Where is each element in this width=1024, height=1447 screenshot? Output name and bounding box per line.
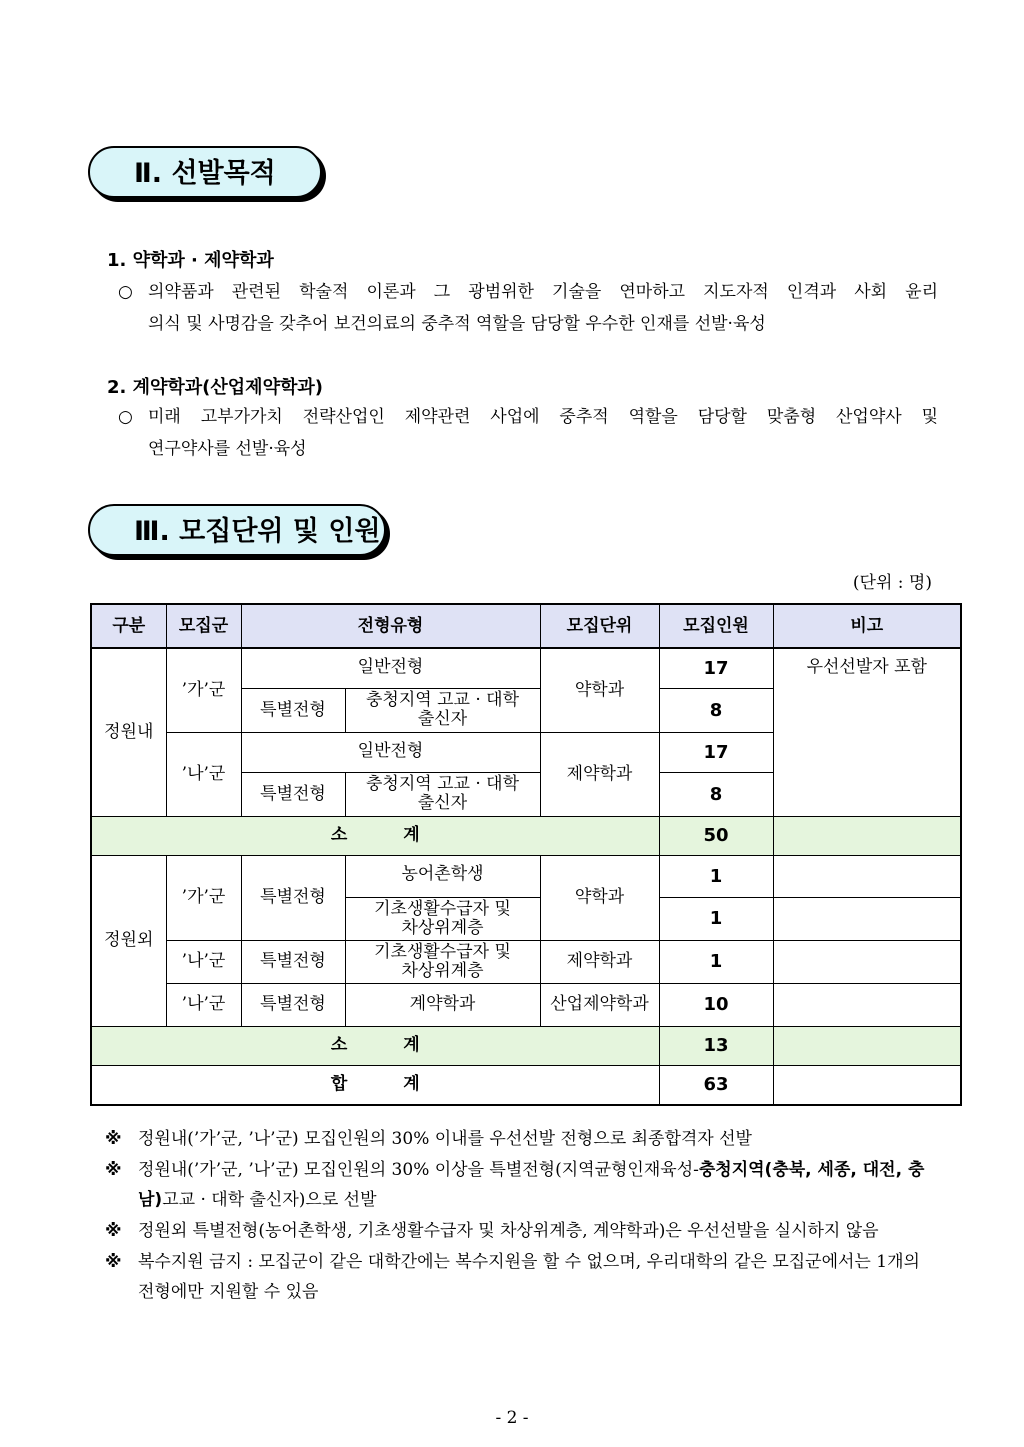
header-count: 모집인원 xyxy=(659,604,773,648)
out-quota-label: 정원외 xyxy=(91,855,166,1026)
admission-type-cell: 특별전형 xyxy=(241,983,345,1026)
group-cell: ’가’군 xyxy=(166,855,241,940)
total-label: 합계 xyxy=(91,1065,659,1105)
sub-type-cell xyxy=(345,940,540,983)
admission-type-cell: 특별전형 xyxy=(241,940,345,983)
circle-bullet-icon: ○ xyxy=(118,407,133,427)
sub-type-line: 충청지역 고교 · 대학 xyxy=(366,774,519,794)
count-cell: 1 xyxy=(659,897,773,940)
count-cell: 8 xyxy=(659,688,773,732)
reference-mark-icon: ※ xyxy=(105,1252,122,1272)
reference-mark-icon: ※ xyxy=(105,1221,122,1241)
count-cell: 17 xyxy=(659,648,773,688)
reference-mark-icon: ※ xyxy=(105,1160,122,1180)
count-cell: 1 xyxy=(659,855,773,897)
group-cell: ’나’군 xyxy=(166,983,241,1026)
note-text: 정원내(’가’군, ’나’군) 모집인원의 30% 이상을 특별전형(지역균형인재육성- xyxy=(138,1160,699,1180)
header-group: 모집군 xyxy=(166,604,241,648)
sub-type-cell xyxy=(345,688,540,732)
table-row xyxy=(91,983,961,1026)
total-count: 63 xyxy=(659,1065,773,1105)
section-3-heading: Ⅲ. 모집단위 및 인원 xyxy=(88,504,386,556)
table-row xyxy=(91,648,961,688)
note-item xyxy=(105,1247,939,1307)
remark-cell xyxy=(773,816,961,855)
admission-type-cell: 일반전형 xyxy=(241,648,540,688)
sub-type-line: 충청지역 고교 · 대학 xyxy=(366,690,519,710)
count-cell: 1 xyxy=(659,940,773,983)
count-cell: 10 xyxy=(659,983,773,1026)
subtotal-label: 소계 xyxy=(91,816,659,855)
total-row xyxy=(91,1065,961,1105)
admission-type-cell: 특별전형 xyxy=(241,688,345,732)
remark-cell xyxy=(773,1065,961,1105)
note-text: 고교 · 대학 출신자)으로 선발 xyxy=(162,1190,377,1210)
group-cell: ’가’군 xyxy=(166,648,241,732)
sub-type-cell xyxy=(345,772,540,816)
sub-type-line: 출신자 xyxy=(417,709,468,729)
unit-cell: 산업제약학과 xyxy=(540,983,659,1026)
remark-cell xyxy=(773,983,961,1026)
circle-bullet-icon: ○ xyxy=(118,282,133,302)
subtotal-count: 50 xyxy=(659,816,773,855)
sub-type-line: 차상위계층 xyxy=(401,960,484,981)
remark-cell xyxy=(773,940,961,983)
note-item xyxy=(105,1216,939,1246)
note-item xyxy=(105,1155,939,1215)
sub-type-cell: 농어촌학생 xyxy=(345,855,540,897)
note-text: 정원외 특별전형(농어촌학생, 기초생활수급자 및 차상위계층, 계약학과)은 우선선발을 실시하지 않음 xyxy=(138,1221,879,1241)
table-row xyxy=(91,940,961,983)
unit-note: (단위 : 명) xyxy=(852,573,932,593)
header-category: 구분 xyxy=(91,604,166,648)
in-quota-label: 정원내 xyxy=(91,648,166,816)
sub-type-line: 출신자 xyxy=(417,793,468,813)
header-remark: 비고 xyxy=(773,604,961,648)
unit-cell: 약학과 xyxy=(540,855,659,940)
table-row xyxy=(91,855,961,897)
remark-cell: 우선선발자 포함 xyxy=(773,648,961,816)
table-header-row xyxy=(91,604,961,648)
admission-type-cell: 특별전형 xyxy=(241,772,345,816)
note-item xyxy=(105,1124,939,1154)
subtotal-row xyxy=(91,816,961,855)
unit-cell: 약학과 xyxy=(540,648,659,732)
subtotal-count: 13 xyxy=(659,1026,773,1065)
count-cell: 17 xyxy=(659,732,773,772)
quota-table xyxy=(90,603,962,1106)
subsection-1-title: 1. 약학과 · 제약학과 xyxy=(107,250,274,271)
note-text: 정원내(’가’군, ’나’군) 모집인원의 30% 이내를 우선선발 전형으로 최종합격자 선발 xyxy=(138,1129,752,1149)
unit-cell: 제약학과 xyxy=(540,940,659,983)
subsection-1-paragraph xyxy=(118,276,938,340)
count-cell: 8 xyxy=(659,772,773,816)
subsection-2-paragraph xyxy=(118,401,938,465)
subsection-2-title: 2. 계약학과(산업제약학과) xyxy=(107,377,323,398)
subtotal-label: 소계 xyxy=(91,1026,659,1065)
sub-type-line: 차상위계층 xyxy=(401,917,484,938)
unit-cell: 제약학과 xyxy=(540,732,659,816)
notes-list xyxy=(105,1124,939,1308)
remark-cell xyxy=(773,1026,961,1065)
page-number: - 2 - xyxy=(495,1408,529,1428)
paragraph-line: 의식 및 사명감을 갖추어 보건의료의 중추적 역할을 담당할 우수한 인재를 선발·육성 xyxy=(148,314,766,334)
paragraph-line: 의약품과 관련된 학술적 이론과 그 광범위한 기술을 연마하고 지도자적 인격과 사회 윤리 xyxy=(148,282,938,302)
admission-type-cell: 일반전형 xyxy=(241,732,540,772)
group-cell: ’나’군 xyxy=(166,732,241,816)
subtotal-row xyxy=(91,1026,961,1065)
header-admission-type: 전형유형 xyxy=(241,604,540,648)
note-text: 복수지원 금지 : 모집군이 같은 대학간에는 복수지원을 할 수 없으며, 우리대학의 같은 모집군에서는 1개의 전형에만 지원할 수 있음 xyxy=(138,1252,920,1302)
sub-type-cell: 계약학과 xyxy=(345,983,540,1026)
admission-type-cell: 특별전형 xyxy=(241,855,345,940)
group-cell: ’나’군 xyxy=(166,940,241,983)
sub-type-line: 기초생활수급자 및 xyxy=(374,941,511,962)
remark-cell xyxy=(773,897,961,940)
remark-cell xyxy=(773,855,961,897)
header-unit: 모집단위 xyxy=(540,604,659,648)
paragraph-line: 연구약사를 선발·육성 xyxy=(148,439,307,459)
reference-mark-icon: ※ xyxy=(105,1129,122,1149)
section-2-heading: Ⅱ. 선발목적 xyxy=(88,146,322,198)
paragraph-line: 미래 고부가가치 전략산업인 제약관련 사업에 중추적 역할을 담당할 맞춤형 산업약사 및 xyxy=(148,407,938,427)
sub-type-cell xyxy=(345,897,540,940)
sub-type-line: 기초생활수급자 및 xyxy=(374,898,511,919)
note-bold-text: 충청지역(충북, 세종, 대전, 충남) xyxy=(138,1160,925,1210)
